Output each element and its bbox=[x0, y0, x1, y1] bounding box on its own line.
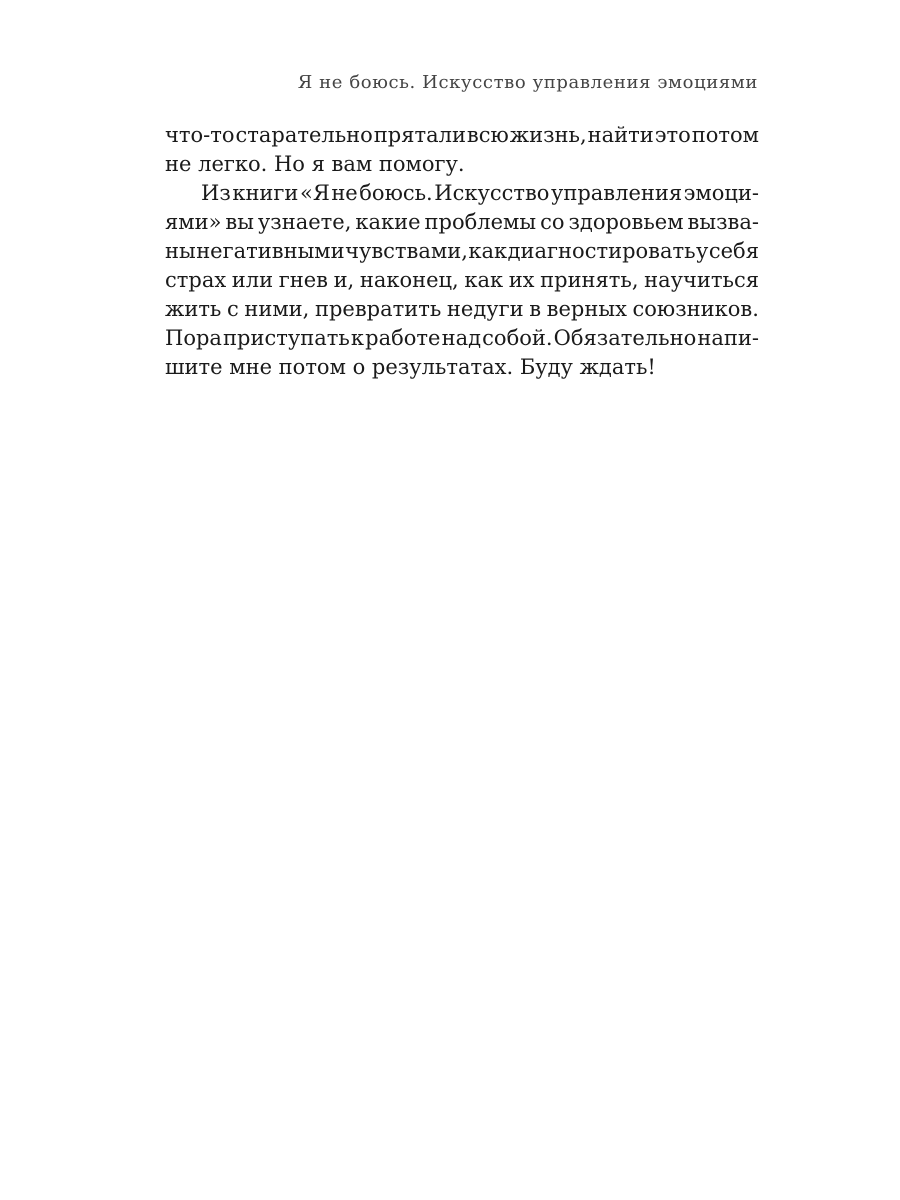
text-line: ны негативными чувствами, как диагностировать у себя bbox=[165, 239, 759, 263]
text-line: Пора приступать к работе над собой. Обязательно напи- bbox=[165, 326, 759, 350]
paragraph-1 bbox=[165, 121, 759, 179]
text-line: жить с ними, превратить недуги в верных союзников. bbox=[165, 297, 759, 321]
text-line: страх или гнев и, наконец, как их принять, научиться bbox=[165, 268, 759, 292]
text-line: что-то старательно прятали всю жизнь, найти это потом bbox=[165, 123, 759, 147]
running-header: Я не боюсь. Искусство управления эмоциями bbox=[297, 72, 758, 93]
text-line: шите мне потом о результатах. Буду ждать! bbox=[165, 355, 656, 379]
text-line: ями» вы узнаете, какие проблемы со здоровьем вызва- bbox=[165, 210, 759, 234]
text-line: Из книги «Я не боюсь. Искусство управления эмоци- bbox=[201, 181, 759, 205]
body-text bbox=[165, 121, 759, 382]
text-line: не легко. Но я вам помогу. bbox=[165, 152, 465, 176]
paragraph-2 bbox=[165, 179, 759, 382]
